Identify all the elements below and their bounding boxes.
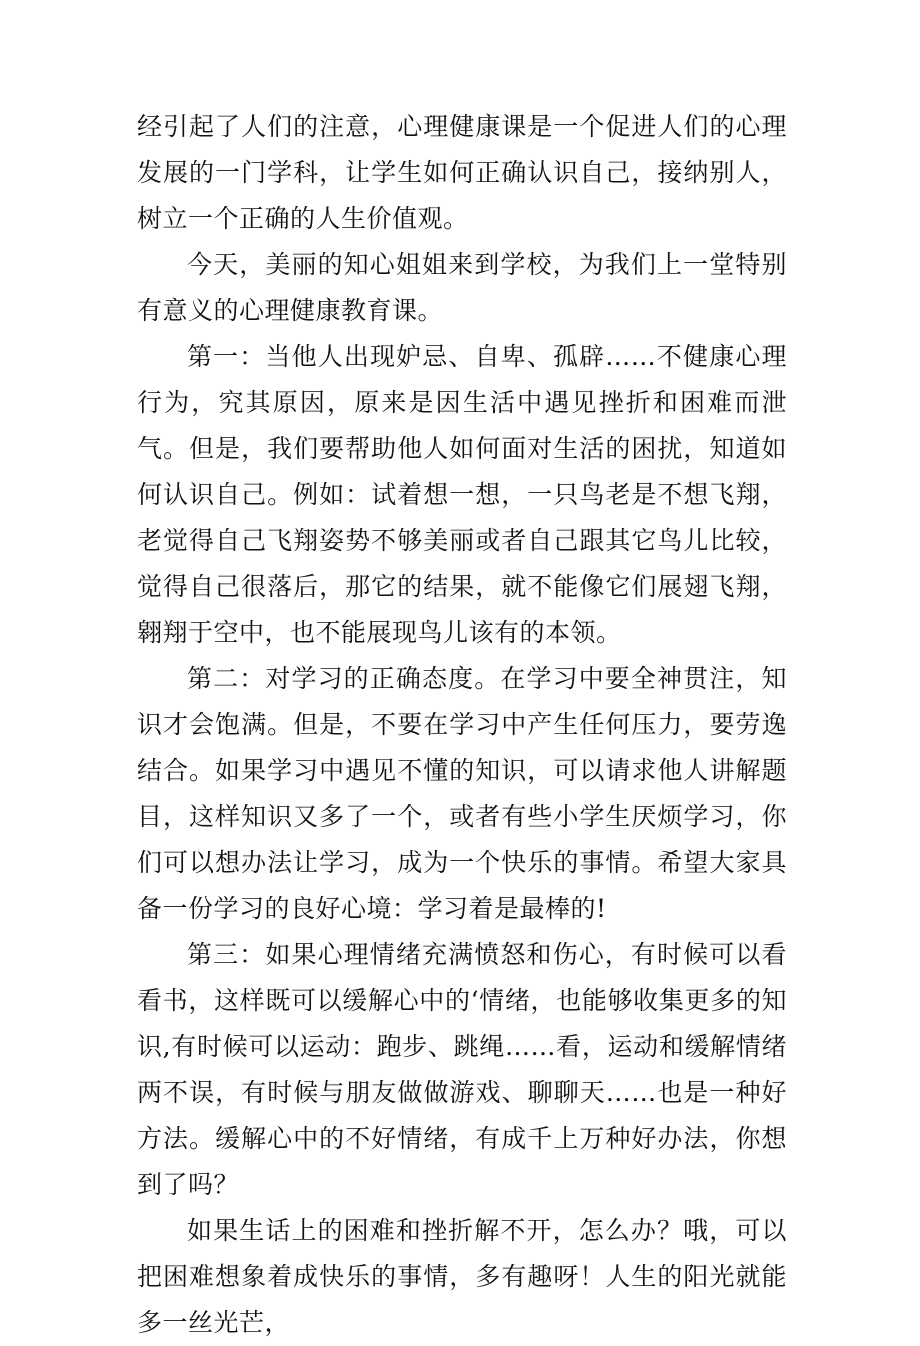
paragraph-third-point: 第三：如果心理情绪充满愤怒和伤心，有时候可以看看书，这样既可以缓解心中的‘情绪，也能够收集更多的知识,有时候可以运动：跑步、跳绳……看，运动和缓解情绪两不误，有时候与朋友做做游戏、聊聊天……也是一种好方法。缓解心中的不好情绪，有成千上万种好办法，你想到了吗？ bbox=[137, 940, 787, 1199]
paragraph-first-point: 第一：当他人出现妒忌、自卑、孤辟……不健康心理行为，究其原因，原来是因生活中遇见挫折和困难而泄气。但是，我们要帮助他人如何面对生活的困扰，知道如何认识自己。例如：试着想一想，一只鸟老是不想飞翔，老觉得自己飞翔姿势不够美丽或者自己跟其它鸟儿比较，觉得自己很落后，那它的结果，就不能像它们展翅飞翔，翱翔于空中，也不能展现鸟儿该有的本领。 bbox=[137, 342, 787, 647]
paragraph-difficulties: 如果生话上的困难和挫折解不开，怎么办？哦，可以把困难想象着成快乐的事情，多有趣呀！人生的阳光就能多一丝光芒， bbox=[137, 1216, 787, 1337]
paragraph-intro-continuation: 经引起了人们的注意，心理健康课是一个促进人们的心理发展的一门学科，让学生如何正确认识自己，接纳别人，树立一个正确的人生价值观。 bbox=[137, 112, 787, 233]
paragraph-second-point: 第二：对学习的正确态度。在学习中要全神贯注，知识才会饱满。但是，不要在学习中产生任何压力，要劳逸结合。如果学习中遇见不懂的知识，可以请求他人讲解题目，这样知识又多了一个，或者有些小学生厌烦学习，你们可以想办法让学习，成为一个快乐的事情。希望大家具备一份学习的良好心境：学习着是最棒的! bbox=[137, 664, 787, 923]
document-body bbox=[137, 104, 787, 1346]
paragraph-today: 今天，美丽的知心姐姐来到学校，为我们上一堂特别有意义的心理健康教育课。 bbox=[137, 250, 787, 325]
